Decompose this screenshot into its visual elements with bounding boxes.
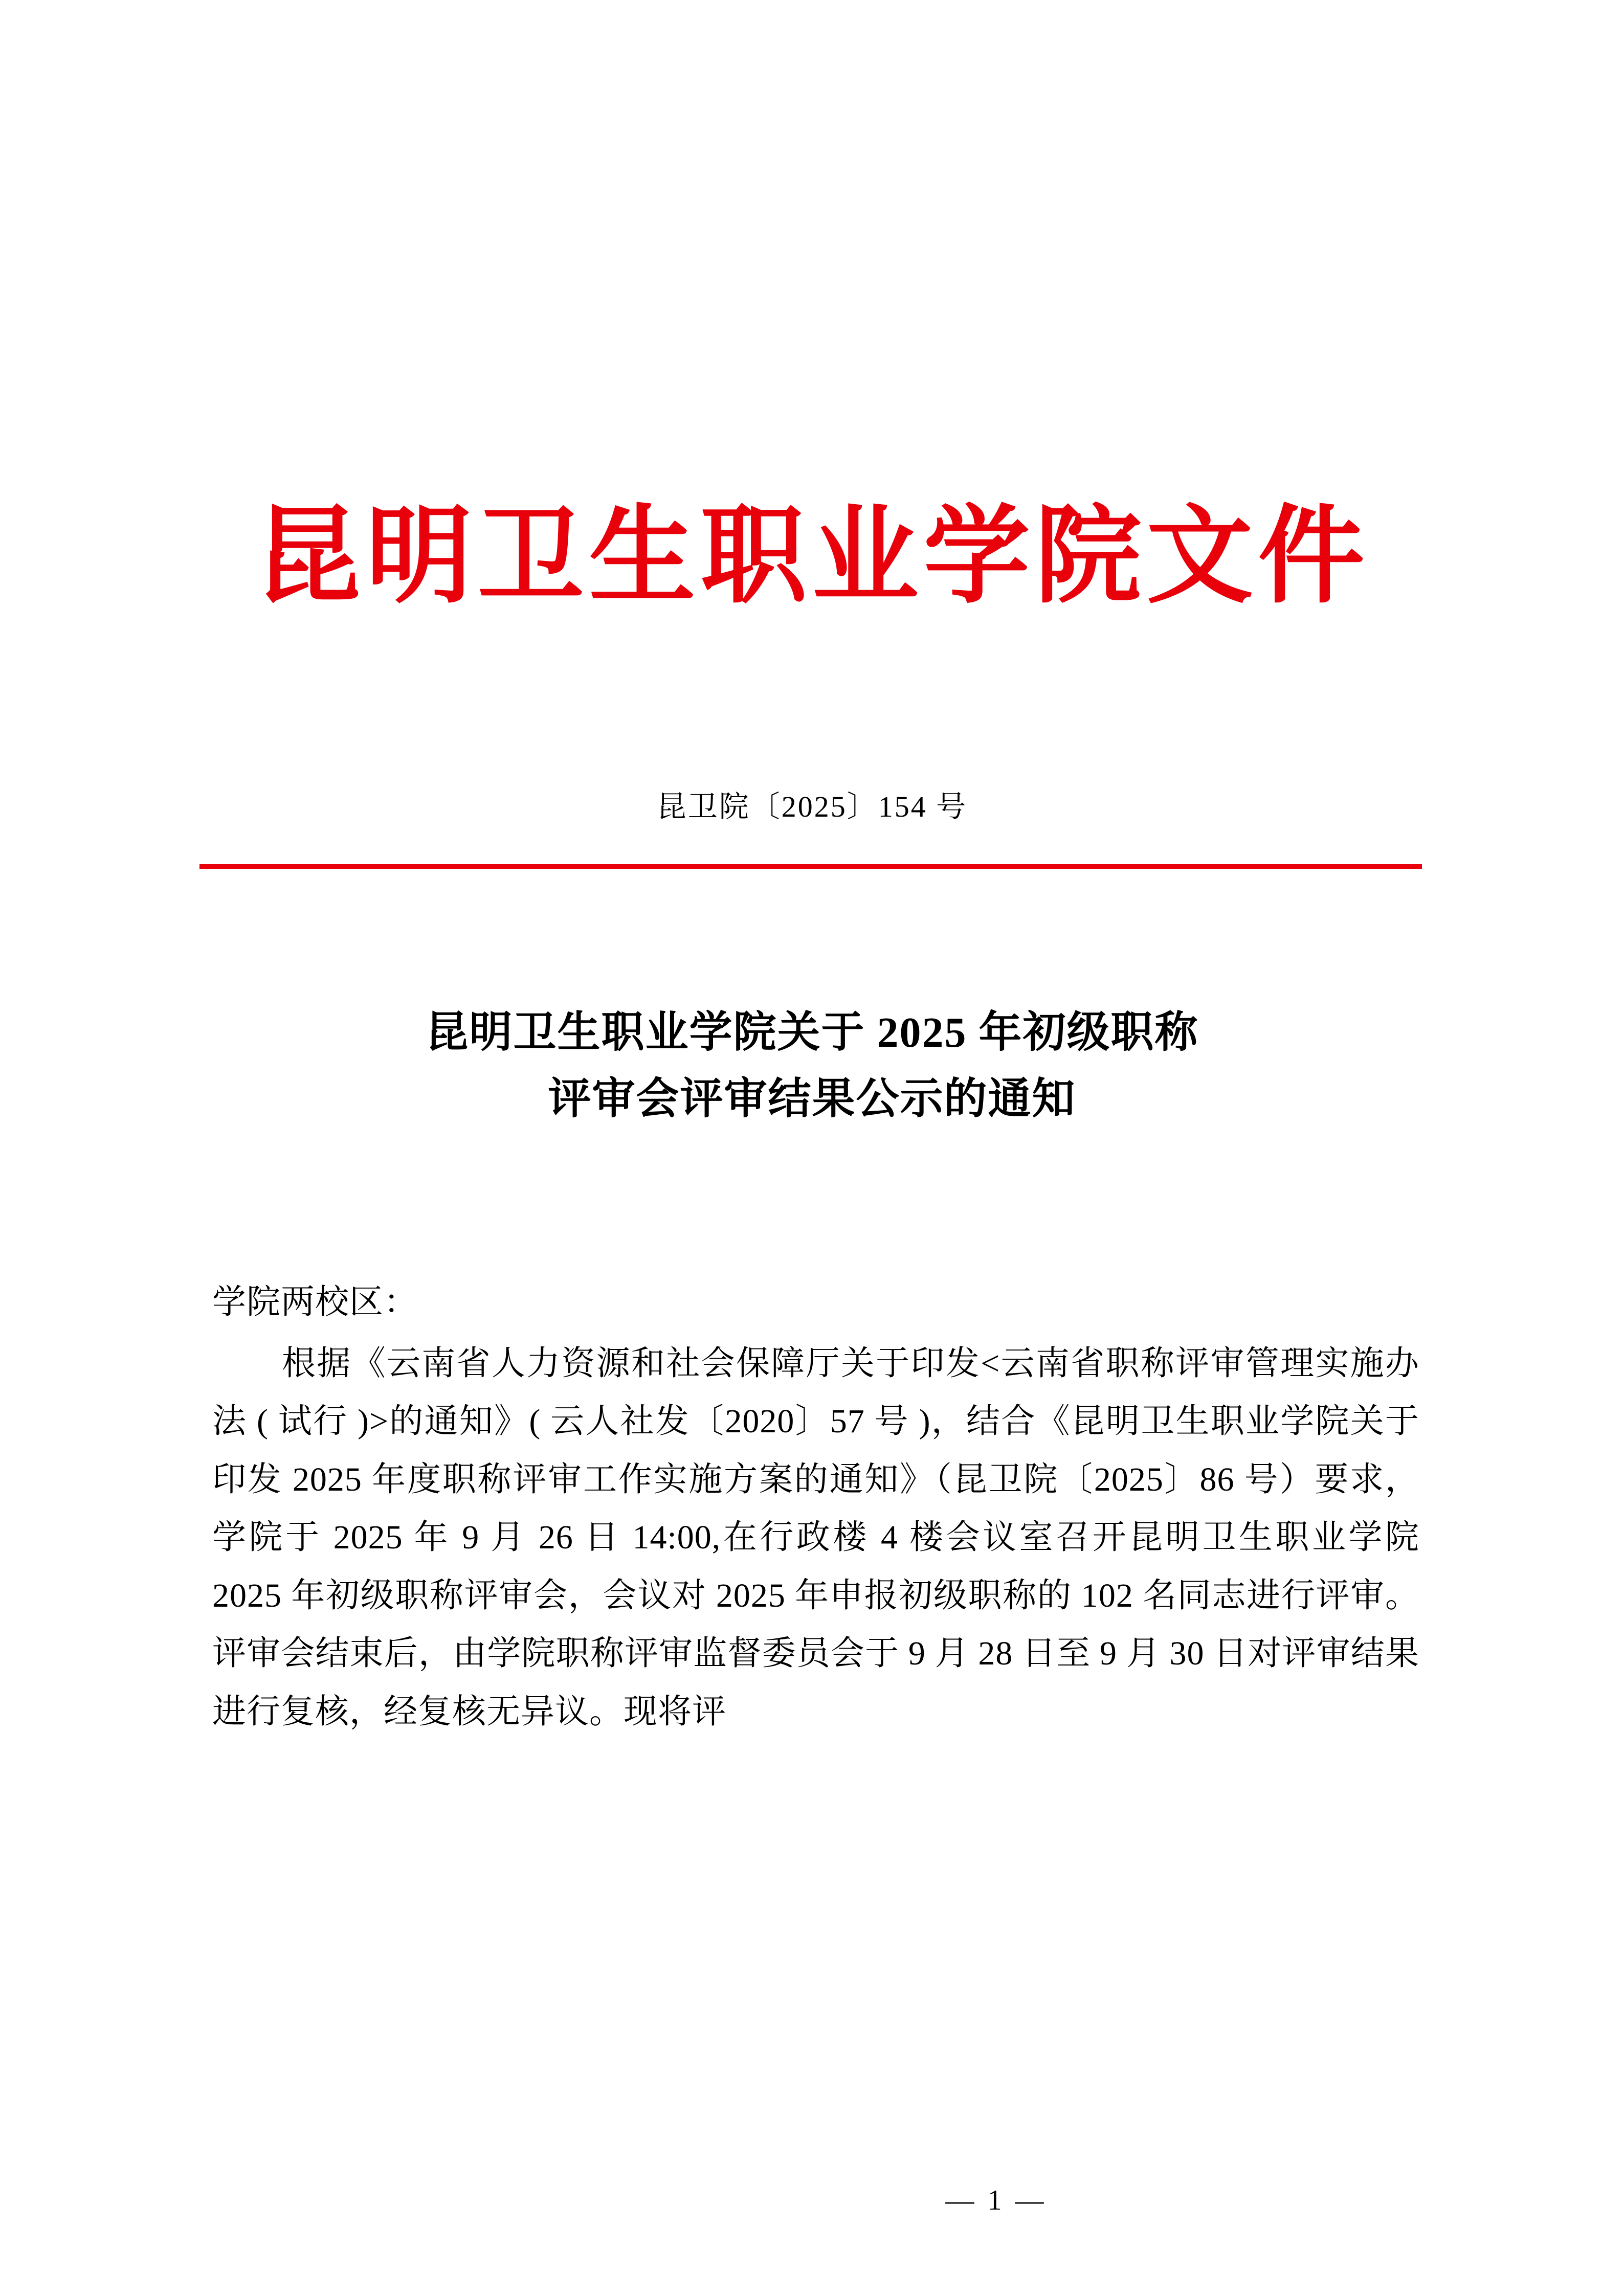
page-title-line-1: 昆明卫生职业学院关于 2025 年初级职称 (425, 1009, 1199, 1056)
salutation: 学院两校区： (212, 1284, 418, 1321)
page-number (0, 2184, 1624, 2217)
document-body (212, 1273, 1419, 1741)
page-title-line-2: 评审会评审结果公示的通知 (548, 1075, 1076, 1123)
document-number: 昆卫院〔2025〕154 号 (656, 790, 968, 823)
page-number-value: — 1 — (945, 2185, 1047, 2216)
page-title (205, 1000, 1419, 1133)
red-horizontal-rule (199, 864, 1422, 869)
masthead-title: 昆明卫生职业学院文件 (254, 498, 1370, 616)
body-paragraph-1: 根据《云南省人力资源和社会保障厅关于印发<云南省职称评审管理实施办法 ( 试行 )>的通知》( 云人社发〔2020〕57 号 )，结合《昆明卫生职业学院关于印发 2025 年度职称评审工作实施方案的通知》（昆卫院〔2025〕86 号）要求，学院于 2025 年 9 月 26 日 14:00,在行政楼 4 楼会议室召开昆明卫生职业学院 2025 年初级职称评审会，会议对 2025 年申报初级职称的 102 名同志进行评审。评审会结束后，由学院职称评审监督委员会于 9 月 28 日至 9 月 30 日对评审结果进行复核，经复核无异议。现将评 (212, 1344, 1419, 1730)
masthead (0, 499, 1624, 616)
